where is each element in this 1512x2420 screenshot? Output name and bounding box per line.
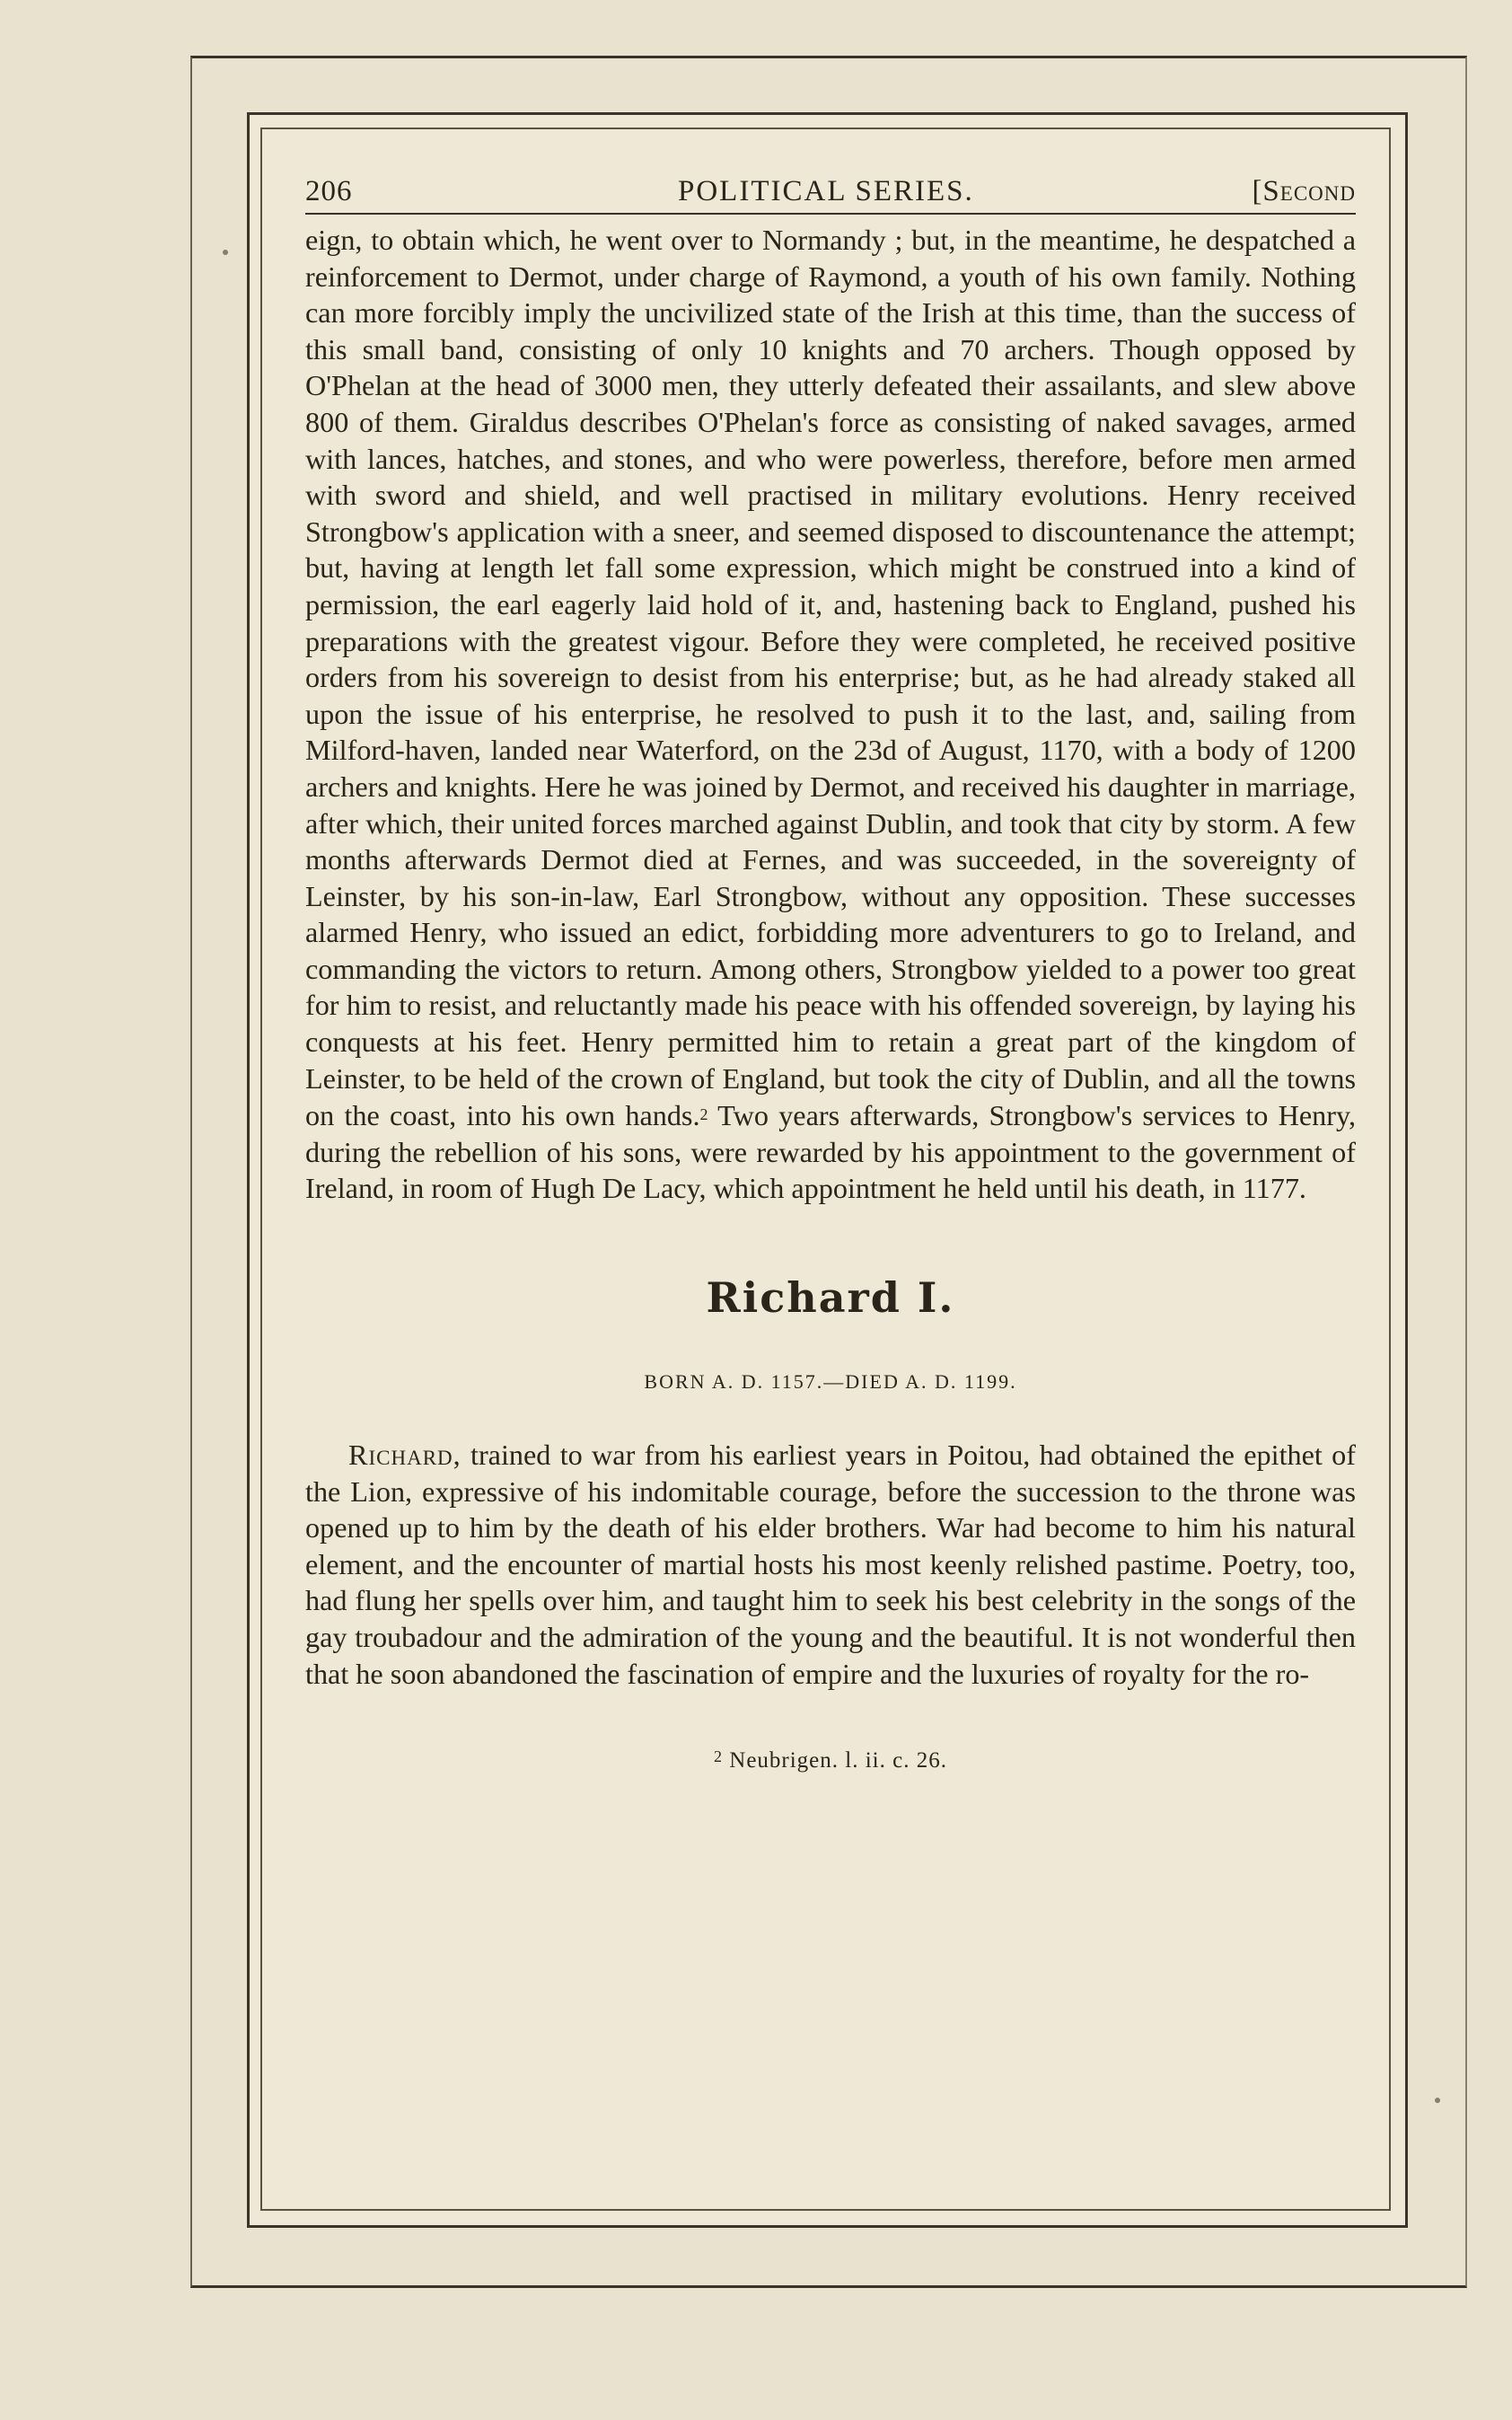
continued-paragraph-end: Two years afterwards, Strongbow's services to Henry, during the rebellion of his sons, were rewarded by his appointment to the government of Ireland, in room of Hugh De Lacy, which appointment he held until his death, in 1177.	[305, 1099, 1356, 1205]
series-title: POLITICAL SERIES.	[678, 175, 974, 207]
page-number: 206	[305, 175, 353, 207]
footnote	[305, 1747, 1356, 1773]
margin-speck	[223, 250, 228, 255]
footnote-reference: 2	[699, 1105, 708, 1124]
margin-speck	[1435, 2098, 1440, 2103]
opening-word: Richard,	[348, 1439, 462, 1472]
footnote-text: Neubrigen. l. ii. c. 26.	[729, 1748, 947, 1773]
section-dates: BORN A. D. 1157.—DIED A. D. 1199.	[644, 1370, 1017, 1394]
continued-paragraph-text: eign, to obtain which, he went over to Normandy ; but, in the meantime, he despatched a reinforcement to Dermot, under charge of Raymond, a youth of his own family. Nothing can more forcibly imply the uncivilized state of the Irish at this time, than the success of this small band, consisting of only 10 knights and 70 archers. Though opposed by O'Phelan at the head of 3000 men, they utterly defeated their assailants, and slew above 800 of them. Giraldus describes O'Phelan's force as consisting of naked savages, armed with lances, hatches, and stones, and who were powerless, therefore, before men armed with sword and shield, and well practised in military evolutions. Henry received Strongbow's application with a sneer, and seemed disposed to discountenance the attempt; but, having at length let fall some expression, which might be construed into a kind of permission, the earl eagerly laid hold of it, and, hastening back to England, pushed his preparations with the greatest vigour. Before they were completed, he received positive orders from his sovereign to desist from his enterprise; but, as he had already staked all upon the issue of his enterprise, he resolved to push it to the last, and, sailing from Milford-haven, landed near Waterford, on the 23d of August, 1170, with a body of 1200 archers and knights. Here he was joined by Dermot, and received his daughter in marriage, after which, their united forces marched against Dublin, and took that city by storm. A few months afterwards Dermot died at Fernes, and was succeeded, in the sovereignty of Leinster, by his son-in-law, Earl Strongbow, without any opposition. These successes alarmed Henry, who issued an edict, forbidding more adventurers to go to Ireland, and commanding the victors to return. Among others, Strongbow yielded to a power too great for him to resist, and reluctantly made his peace with his offended sovereign, by laying his conquests at his feet. Henry permitted him to retain a great part of the kingdom of Leinster, to be held of the crown of England, but took the city of Dublin, and all the towns on the coast, into his own hands.	[305, 224, 1356, 1132]
opening-paragraph-text: trained to war from his earliest years in Poitou, had obtained the epithet of the Lion, expressive of his indomitable courage, before the succession to the throne was opened up to him by the death of his elder brothers. War had become to him his natural element, and the encounter of martial hosts his most keenly relished pastime. Poetry, too, had flung her spells over him, and taught him to seek his best celebrity in the songs of the gay troubadour and the admiration of the young and the beautiful. It is not wonderful then that he soon abandoned the fascination of empire and the luxuries of royalty for the ro-	[305, 1439, 1356, 1690]
footnote-mark: 2	[714, 1747, 724, 1766]
continued-paragraph	[305, 222, 1356, 1207]
running-header	[305, 166, 1356, 215]
opening-paragraph	[305, 1437, 1356, 1692]
section-mark: [Second	[1252, 175, 1356, 207]
section-heading: Richard I.	[706, 1273, 955, 1323]
page-content	[305, 166, 1356, 1773]
